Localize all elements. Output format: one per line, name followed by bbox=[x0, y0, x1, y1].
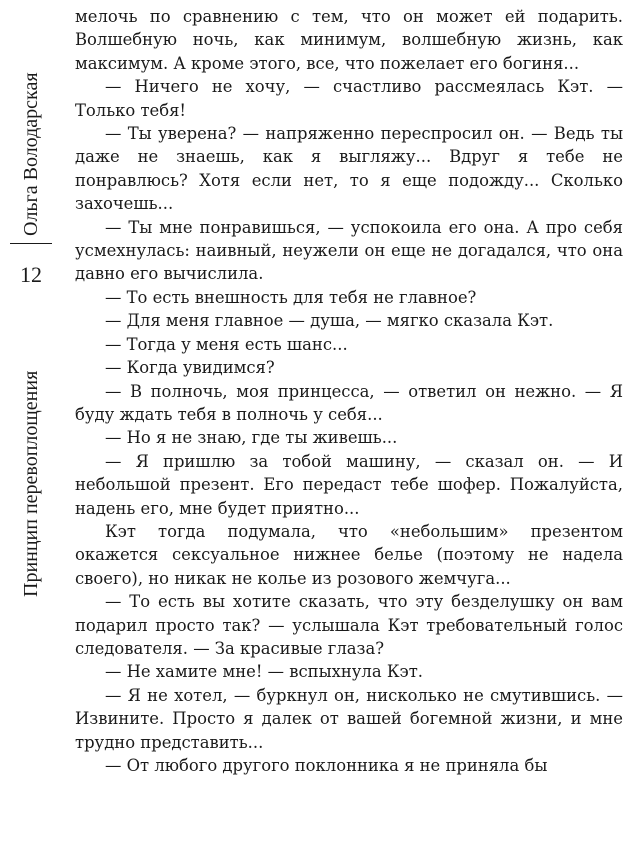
running-head-divider bbox=[10, 243, 52, 244]
paragraph: — Для меня главное — душа, — мягко сказала Кэт. bbox=[105, 311, 554, 331]
running-head-author: Ольга Володарская bbox=[20, 72, 42, 236]
paragraph: Кэт тогда подумала, что «небольшим» презентом окажется сексуальное нижнее белье (поэтому не надела своего), но никак не колье из розового жемчуга... bbox=[75, 521, 623, 588]
paragraph: — Ничего не хочу, — счастливо рассмеялась Кэт. — Только тебя! bbox=[75, 77, 623, 120]
running-head-book-title: Принцип перевоплощения bbox=[20, 370, 42, 597]
paragraph: мелочь по сравнению с тем, что он может ей подарить. Волшебную ночь, как минимум, волшебную жизнь, как максимум. А кроме этого, все, что пожелает его богиня... bbox=[75, 7, 623, 73]
paragraph: — Ты уверена? — напряженно переспросил он. — Ведь ты даже не знаешь, как я выгляжу... Вдруг я тебе не понравлюсь? Хотя если нет, то я еще подожду... Сколько захочешь... bbox=[75, 124, 623, 214]
paragraph: — В полночь, моя принцесса, — ответил он нежно. — Я буду ждать тебя в полночь у себя... bbox=[75, 381, 623, 424]
running-head-sidebar bbox=[0, 0, 62, 857]
paragraph: — То есть внешность для тебя не главное? bbox=[105, 287, 477, 307]
paragraph: — Я не хотел, — буркнул он, нисколько не смутившись. — Извините. Просто я далек от вашей богемной жизни, и мне трудно представить... bbox=[75, 685, 623, 752]
paragraph: — Когда увидимся? bbox=[105, 358, 275, 378]
body-text bbox=[75, 5, 623, 777]
paragraph: — Я пришлю за тобой машину, — сказал он. — И небольшой презент. Его передаст тебе шофер. Пожалуйста, надень его, мне будет приятно... bbox=[75, 451, 623, 518]
page-number: 12 bbox=[20, 262, 42, 287]
paragraph: — От любого другого поклонника я не приняла бы bbox=[105, 756, 548, 775]
paragraph: — Но я не знаю, где ты живешь... bbox=[105, 428, 398, 448]
paragraph: — То есть вы хотите сказать, что эту безделушку он вам подарил просто так? — услышала Кэт требовательный голос следователя. — За красивые глаза? bbox=[75, 592, 623, 658]
paragraph: — Ты мне понравишься, — успокоила его она. А про себя усмехнулась: наивный, неужели он еще не догадался, что она давно его вычислила. bbox=[75, 217, 623, 284]
paragraph: — Тогда у меня есть шанс... bbox=[105, 334, 348, 354]
paragraph: — Не хамите мне! — вспыхнула Кэт. bbox=[105, 662, 423, 682]
